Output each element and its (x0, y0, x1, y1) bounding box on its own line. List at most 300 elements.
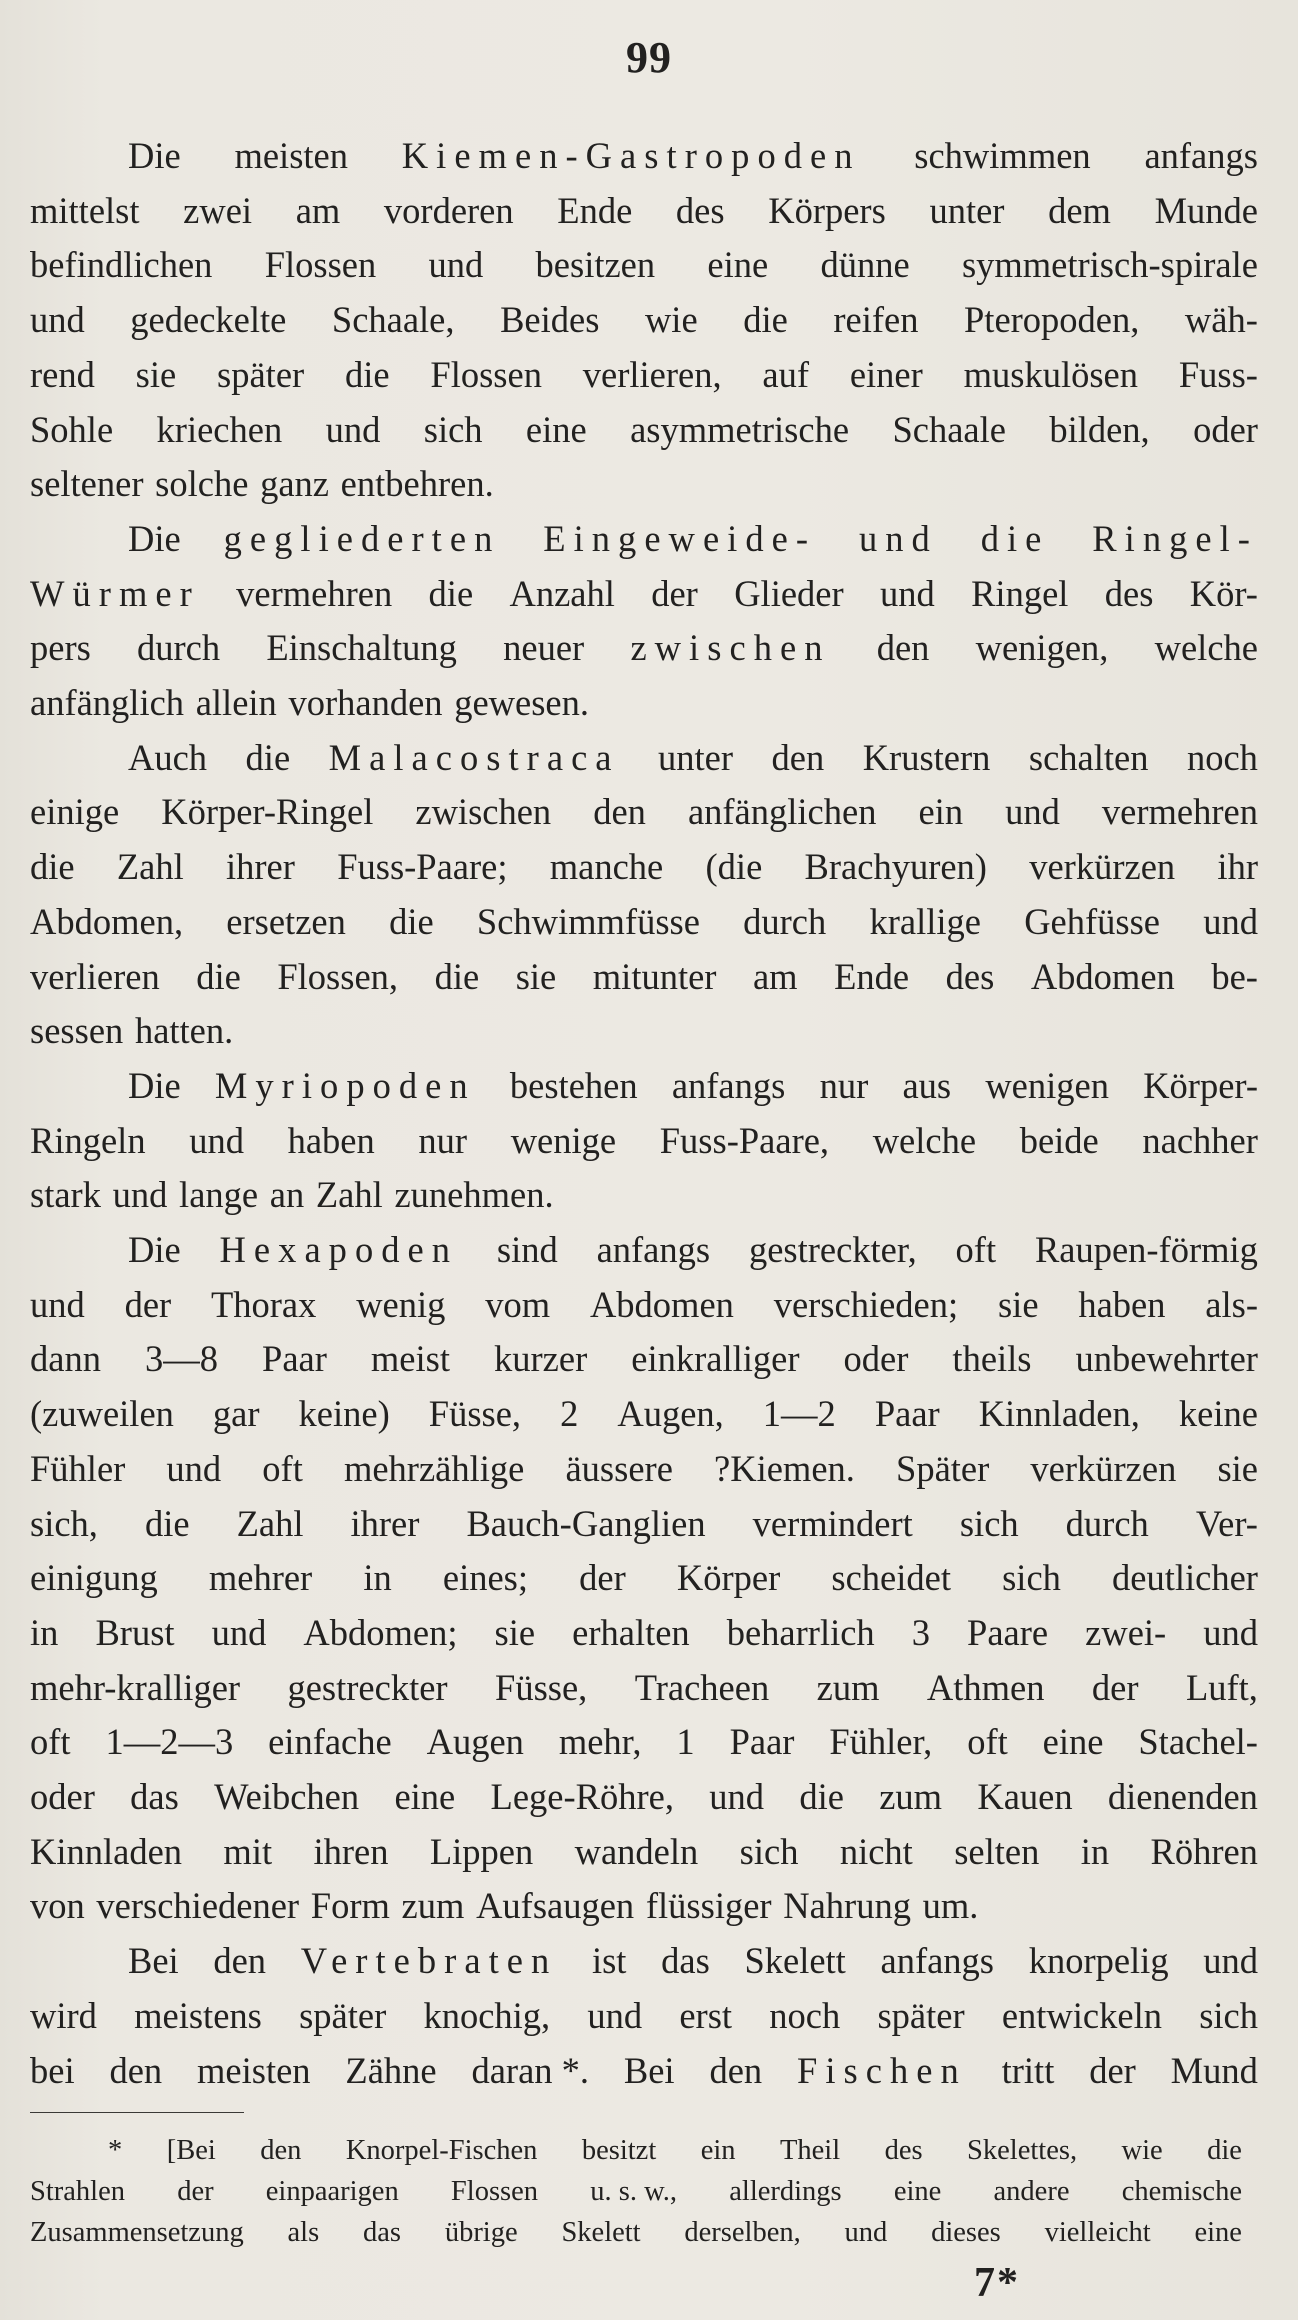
word: kriechen (156, 408, 283, 450)
word: wie (1121, 2135, 1163, 2166)
word: Bei (623, 2049, 675, 2091)
word: Munde (1154, 189, 1258, 231)
word: Röhren (1150, 1830, 1258, 1872)
word: Abdomen, (30, 900, 184, 942)
word: rend (30, 353, 95, 395)
word: und (1203, 1611, 1258, 1653)
text-line (30, 1168, 1258, 1222)
word: vorderen (383, 189, 514, 231)
word: mehr-kralliger (30, 1666, 241, 1708)
word: und (858, 517, 938, 559)
word: bilden, (1049, 408, 1150, 450)
word: gewesen. (454, 682, 589, 723)
word: Krustern (862, 736, 991, 778)
word: Ringel- (1092, 517, 1258, 559)
word: sich (959, 1502, 1019, 1544)
word: Abdomen; (303, 1611, 458, 1653)
word: die (345, 353, 390, 395)
word: wandeln (574, 1830, 699, 1872)
word: Auch (128, 736, 208, 778)
text-line (128, 129, 1258, 183)
word: * (108, 2135, 123, 2166)
word: den (213, 1940, 267, 1982)
word: als (287, 2217, 320, 2248)
word: Schaale (892, 408, 1006, 450)
word: anfangs (880, 1940, 995, 1982)
word: manche (549, 846, 664, 888)
footnote-rule (30, 2112, 244, 2113)
word: Kör- (1189, 572, 1258, 614)
word: anfänglich (30, 682, 185, 723)
text-line (30, 348, 1258, 402)
word: vielleicht (1044, 2217, 1151, 2248)
word: muskulösen (963, 353, 1139, 395)
text-line (30, 1442, 1258, 1496)
word: andere (993, 2176, 1070, 2207)
word: einkralliger (631, 1338, 800, 1380)
word: allerdings (729, 2176, 842, 2207)
word: Flossen (430, 353, 542, 395)
word: haben (1078, 1283, 1166, 1325)
text-line (30, 567, 1258, 621)
text-line (30, 1497, 1258, 1551)
word: der (1089, 2049, 1136, 2091)
word: vermindert (752, 1502, 913, 1544)
word: knorpelig (1028, 1940, 1169, 1982)
word: entwickeln (1001, 1994, 1162, 2036)
word: Abdomen (589, 1283, 734, 1325)
word: Skelett (744, 1940, 846, 1982)
word: haben (287, 1119, 375, 1161)
word: meisten (234, 135, 348, 176)
word: zwischen (630, 627, 831, 669)
word: wenige (510, 1119, 617, 1161)
word: den (709, 2049, 763, 2091)
word: Bei (128, 1940, 179, 1982)
word: Ringeln (30, 1119, 146, 1161)
word: Paar (729, 1721, 795, 1763)
word: oft (262, 1447, 303, 1489)
word: Körper-Ringel (161, 791, 374, 833)
word: tritt (1001, 2049, 1055, 2091)
text-line (30, 1661, 1258, 1715)
word: Strahlen (30, 2176, 125, 2207)
word: verlieren, (582, 353, 722, 395)
word: Fischen (797, 2049, 967, 2091)
word: scheidet (831, 1557, 951, 1599)
word: oder (1193, 408, 1258, 450)
word: später (217, 353, 305, 395)
word: Form (310, 1885, 390, 1927)
word: theils (952, 1338, 1032, 1380)
word: reifen (833, 299, 919, 341)
word: Körper- (1143, 1064, 1258, 1106)
word: sie (1217, 1447, 1258, 1489)
word: oder (843, 1338, 909, 1380)
word: symmetrisch-spirale (961, 244, 1258, 286)
text-line (128, 1223, 1258, 1277)
word: befindlichen (30, 244, 213, 286)
word: derselben, (684, 2217, 801, 2248)
word: den (109, 2049, 163, 2091)
word: Brachyuren) (804, 846, 987, 888)
word: gestreckter, (748, 1229, 917, 1270)
word: und (189, 1119, 244, 1161)
word: den (876, 627, 930, 669)
word: Schwimmfüsse (476, 900, 700, 942)
word: unbewehrter (1075, 1338, 1258, 1380)
word: der (1091, 1666, 1139, 1708)
word: Fühler, (829, 1721, 933, 1763)
word: den (260, 2135, 302, 2166)
word: dieses (931, 2217, 1001, 2248)
word: von (30, 1885, 85, 1927)
word: Hexapoden (219, 1229, 459, 1270)
word: übrige (444, 2217, 518, 2248)
word: mehrer (208, 1557, 313, 1599)
word: sich, (30, 1502, 98, 1544)
word: Zähne (345, 2049, 437, 2091)
word: bestehen (509, 1064, 638, 1106)
word: besitzen (535, 244, 656, 286)
word: ersetzen (226, 900, 346, 942)
word: eines; (442, 1557, 529, 1599)
word: eine (1194, 2217, 1242, 2248)
word: erhalten (572, 1611, 690, 1653)
word: Augen, (617, 1393, 724, 1435)
text-line (30, 1770, 1258, 1824)
word: verkürzen (1030, 1447, 1177, 1489)
signature-mark: 7* (974, 2260, 1020, 2306)
word: keine) (298, 1393, 390, 1435)
word: gar (212, 1393, 260, 1435)
word: die (434, 955, 480, 997)
word: zum (879, 1776, 943, 1817)
word: Glieder (734, 572, 844, 614)
word: zum (816, 1666, 880, 1708)
word: einigung (30, 1557, 158, 1599)
word: Ende (557, 189, 633, 231)
word: wäh- (1184, 299, 1258, 341)
text-line (30, 1332, 1258, 1386)
word: schalten (1028, 736, 1149, 778)
word: nur (819, 1064, 869, 1106)
word: und (325, 408, 381, 450)
word: am (752, 955, 798, 997)
footnote-line (30, 2212, 1242, 2254)
word: solche (155, 463, 249, 505)
word: erst (679, 1994, 733, 2036)
word: Aufsaugen (476, 1885, 635, 1927)
word: allein (195, 682, 277, 723)
word: Tracheen (634, 1666, 770, 1708)
word: ihr (1217, 846, 1258, 888)
word: sich (1199, 1994, 1258, 2036)
word: noch (1186, 736, 1258, 778)
word: Eingeweide- (543, 517, 817, 559)
word: nicht (839, 1830, 913, 1872)
word: und (709, 1776, 765, 1817)
word: der (651, 572, 698, 614)
word: Anzahl (509, 572, 615, 614)
word: sich (739, 1830, 799, 1872)
text-line (30, 676, 1258, 730)
word: eine (394, 1776, 456, 1817)
word: und (166, 1447, 222, 1489)
text-line (30, 1715, 1258, 1769)
word: das (661, 1940, 710, 1982)
word: hatten. (134, 1010, 234, 1052)
word: Beides (500, 299, 600, 341)
word: später (299, 1994, 387, 2036)
word: Stachel- (1138, 1721, 1258, 1763)
word: dem (1048, 189, 1111, 231)
word: Die (128, 135, 181, 176)
word: Ver- (1195, 1502, 1258, 1544)
word: meisten (197, 2049, 311, 2091)
word: die (30, 846, 75, 888)
word: verlieren (30, 955, 160, 997)
text-line (30, 621, 1258, 675)
word: eine (525, 408, 587, 450)
text-line (30, 1114, 1258, 1168)
word: zwei- (1085, 1611, 1167, 1653)
word: ihren (313, 1830, 389, 1872)
word: den (593, 791, 646, 833)
word: knochig, (423, 1994, 551, 2036)
word: vom (485, 1283, 551, 1325)
word: verschieden; (773, 1283, 959, 1325)
word: als- (1205, 1283, 1258, 1325)
word: und (844, 2217, 888, 2248)
word: der (124, 1283, 172, 1325)
word: Die (128, 1064, 181, 1106)
word: die (743, 299, 788, 341)
word: am (295, 189, 341, 231)
word: Flossen, (277, 955, 399, 997)
word: und (211, 1611, 267, 1653)
word: welche (1154, 627, 1258, 669)
page-number: 99 (626, 33, 672, 82)
word: wenigen (985, 1064, 1109, 1106)
word: flüssiger (645, 1885, 772, 1927)
word: meistens (134, 1994, 262, 2036)
word: welche (872, 1119, 977, 1161)
text-line (30, 950, 1258, 1004)
text-line (30, 1387, 1258, 1441)
word: wenig (356, 1283, 446, 1325)
word: Vertebraten (300, 1940, 558, 1982)
word: gestreckter (287, 1666, 448, 1708)
word: Sohle (30, 408, 114, 450)
word: die (144, 1502, 190, 1544)
text-line (30, 403, 1258, 457)
word: mitunter (592, 955, 717, 997)
text-line (30, 895, 1258, 949)
word: Paar (262, 1338, 327, 1380)
word: Weibchen (214, 1776, 360, 1817)
word: anfänglichen (687, 791, 877, 833)
word: und (30, 299, 85, 341)
word: oft (967, 1721, 1008, 1763)
word: Füsse, (495, 1666, 588, 1708)
word: sind (496, 1229, 558, 1270)
word: nachher (1142, 1119, 1258, 1161)
word: chemische (1121, 2176, 1242, 2207)
word: schwimmen (914, 135, 1091, 176)
word: Ringel (971, 572, 1069, 614)
word: die (799, 1776, 844, 1817)
word: des (1104, 572, 1154, 614)
word: durch (137, 627, 221, 669)
word: Fühler (30, 1447, 126, 1489)
word: dünne (820, 244, 910, 286)
word: ihrer (226, 846, 295, 888)
word: wie (644, 299, 698, 341)
word: 3 (911, 1611, 930, 1653)
text-line (30, 457, 1258, 511)
word: meist (370, 1338, 450, 1380)
word: die (1207, 2135, 1242, 2166)
text-line (30, 238, 1258, 292)
text-line (30, 1879, 1258, 1933)
text-line (30, 1278, 1258, 1332)
word: zum (401, 1885, 465, 1927)
word: Theil (779, 2135, 841, 2166)
word: das (130, 1776, 179, 1817)
word: einpaarigen (265, 2176, 399, 2207)
word: deutlicher (1112, 1557, 1258, 1599)
word: asymmetrische (630, 408, 850, 450)
word: mittelst (30, 189, 140, 231)
word: Mund (1170, 2049, 1258, 2091)
word: Raupen-förmig (1034, 1229, 1258, 1270)
word: 3—8 (144, 1338, 218, 1380)
text-line (30, 1825, 1258, 1879)
word: zunehmen. (394, 1174, 554, 1216)
text-line (30, 1004, 1258, 1058)
word: unter (658, 736, 734, 778)
word: wenigen, (975, 627, 1109, 669)
text-line (30, 785, 1258, 839)
footnote-line (30, 2171, 1242, 2213)
word: anfangs (671, 1064, 786, 1106)
word: Zahl (116, 846, 184, 888)
word: 1—2 (762, 1393, 836, 1435)
text-line (30, 1989, 1258, 2043)
word: und (112, 1174, 168, 1216)
word: sie (135, 353, 177, 395)
word: ein (918, 791, 964, 833)
word: gedeckelte (130, 299, 287, 341)
word: (die (705, 846, 763, 888)
word: Später (896, 1447, 990, 1489)
word: beharrlich (726, 1611, 875, 1653)
word: zwei (183, 189, 253, 231)
word: und (587, 1994, 643, 2036)
word: neuer (503, 627, 585, 669)
word: Paar (874, 1393, 940, 1435)
word: Luft, (1185, 1666, 1258, 1708)
word: Die (128, 517, 181, 559)
word: verkürzen (1029, 846, 1176, 888)
text-line (30, 1606, 1258, 1660)
word: die (245, 736, 291, 778)
word: aus (902, 1064, 952, 1106)
word: keine (1178, 1393, 1258, 1435)
word: Einschaltung (266, 627, 457, 669)
word: dienenden (1107, 1776, 1258, 1817)
word: Bauch-Ganglien (466, 1502, 706, 1544)
word: mehr, (558, 1721, 642, 1763)
word: Abdomen (1030, 955, 1175, 997)
word: oder (30, 1776, 95, 1817)
word: des (675, 189, 725, 231)
word: und (1203, 900, 1258, 942)
text-line (30, 2044, 1258, 2098)
word: stark (30, 1174, 101, 1216)
word: Zahl (315, 1174, 383, 1216)
word: Kinnladen (30, 1830, 183, 1872)
word: wird (30, 1994, 97, 2036)
text-line (128, 512, 1258, 566)
word: eine (893, 2176, 942, 2207)
word: der (177, 2176, 214, 2207)
text-line (30, 1551, 1258, 1605)
word: Malacostraca (328, 736, 620, 778)
word: in (1080, 1830, 1110, 1872)
word: oft (30, 1721, 71, 1763)
word: Kauen (977, 1776, 1073, 1817)
word: und (1005, 791, 1060, 833)
word: die (980, 517, 1050, 559)
word: Fuss-Paare, (659, 1119, 830, 1161)
word: vermehren (236, 572, 393, 614)
word: des (884, 2135, 923, 2166)
word: Körpers (768, 189, 886, 231)
word: ein (700, 2135, 736, 2166)
word: [Bei (166, 2135, 216, 2166)
word: sie (997, 1283, 1039, 1325)
word: in (363, 1557, 392, 1599)
word: Fuss- (1178, 353, 1258, 395)
word: Myriopoden (214, 1064, 476, 1106)
word: (zuweilen (30, 1393, 174, 1435)
word: Füsse, (428, 1393, 522, 1435)
word: Kiemen-Gastropoden (401, 135, 861, 176)
word: sie (494, 1611, 536, 1653)
word: sie (515, 955, 557, 997)
word: entbehren. (340, 463, 494, 505)
word: Flossen (264, 244, 377, 286)
word: bei (30, 2049, 75, 2091)
word: einer (849, 353, 923, 395)
word: gegliederten (223, 517, 501, 559)
word: einfache (268, 1721, 392, 1763)
word: Ende (834, 955, 910, 997)
word: und (879, 572, 935, 614)
word: beide (1019, 1119, 1099, 1161)
word: dann (30, 1338, 101, 1380)
word: lange (179, 1174, 259, 1216)
footnote-line (108, 2130, 1242, 2172)
word: auf (762, 353, 810, 395)
word: kurzer (494, 1338, 588, 1380)
word: sessen (30, 1010, 124, 1052)
word: besitzt (581, 2135, 657, 2166)
word: und (1203, 1940, 1258, 1982)
word: den (771, 736, 825, 778)
